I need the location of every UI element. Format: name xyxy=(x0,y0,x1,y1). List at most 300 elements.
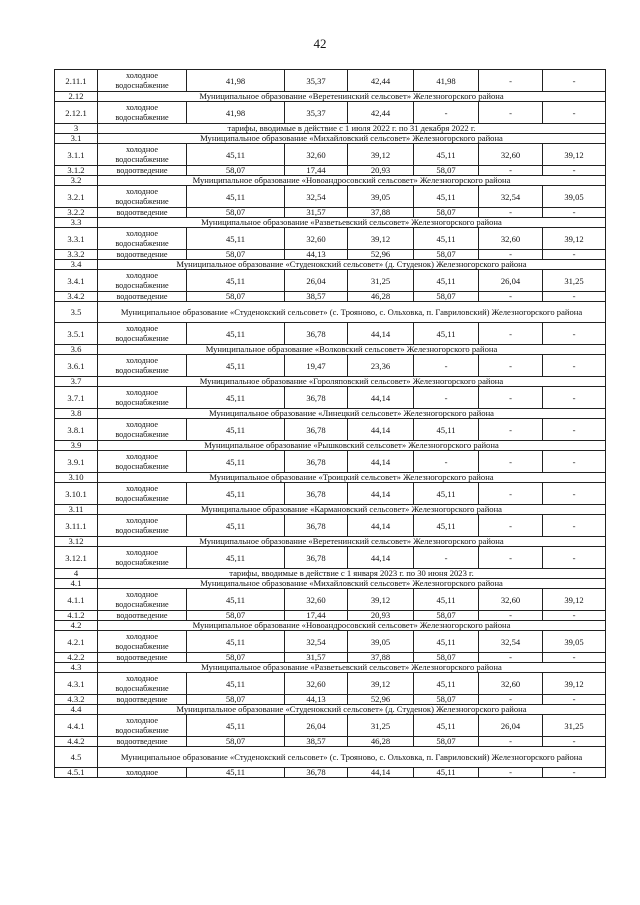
service-name: водоотведение xyxy=(98,250,187,260)
section-title: Муниципальное образование «Студенокский сельсовет» (с. Трояново, с. Ольховка, п. Гавриловский) Железногорского района xyxy=(98,302,606,323)
table-row xyxy=(55,653,606,663)
tariff-value: 35,37 xyxy=(285,102,348,124)
tariff-value: 58,07 xyxy=(414,208,479,218)
tariff-value: 31,57 xyxy=(285,653,348,663)
tariff-value: - xyxy=(414,547,479,569)
service-name: холодное водоснабжение xyxy=(98,715,187,737)
tariff-value: 44,14 xyxy=(348,547,414,569)
tariff-value: 36,78 xyxy=(285,323,348,345)
tariff-value: - xyxy=(479,250,543,260)
tariff-value: - xyxy=(479,166,543,176)
row-code: 4.1.2 xyxy=(55,611,98,621)
service-name: холодное водоснабжение xyxy=(98,483,187,505)
row-code: 4.5 xyxy=(55,747,98,768)
section-header-row xyxy=(55,705,606,715)
row-code: 4.4 xyxy=(55,705,98,715)
service-name: холодное водоснабжение xyxy=(98,673,187,695)
row-code: 3.5 xyxy=(55,302,98,323)
row-code: 3.8.1 xyxy=(55,419,98,441)
table-row xyxy=(55,673,606,695)
row-code: 4.3.2 xyxy=(55,695,98,705)
section-title: Муниципальное образование «Михайловский сельсовет» Железногорского района xyxy=(98,134,606,144)
tariff-value: 45,11 xyxy=(187,186,285,208)
tariff-value: - xyxy=(479,208,543,218)
row-code: 2.12 xyxy=(55,92,98,102)
table-row xyxy=(55,451,606,473)
tariff-value: - xyxy=(479,102,543,124)
tariff-value: 32,60 xyxy=(285,589,348,611)
section-title: Муниципальное образование «Рышковский сельсовет» Железногорского района xyxy=(98,441,606,451)
table-row xyxy=(55,695,606,705)
tariff-value: 20,93 xyxy=(348,611,414,621)
tariff-value: 58,07 xyxy=(187,166,285,176)
tariff-value: 32,60 xyxy=(285,673,348,695)
table-row xyxy=(55,323,606,345)
tariff-value: - xyxy=(479,355,543,377)
tariff-value: - xyxy=(543,611,606,621)
tariff-value: 32,60 xyxy=(479,589,543,611)
tariff-value: 44,13 xyxy=(285,250,348,260)
tariff-table-body xyxy=(55,70,606,778)
section-header-row xyxy=(55,134,606,144)
tariff-value: 44,14 xyxy=(348,419,414,441)
tariff-value: - xyxy=(543,768,606,778)
row-code: 3.1.1 xyxy=(55,144,98,166)
tariff-value: 36,78 xyxy=(285,547,348,569)
tariff-value: - xyxy=(479,737,543,747)
service-name: холодное водоснабжение xyxy=(98,270,187,292)
section-header-row xyxy=(55,377,606,387)
tariff-value: 32,60 xyxy=(285,228,348,250)
tariff-value: 31,25 xyxy=(543,715,606,737)
tariff-value: 45,11 xyxy=(187,355,285,377)
tariff-value: 45,11 xyxy=(187,589,285,611)
tariff-value: 39,12 xyxy=(543,589,606,611)
section-title: тарифы, вводимые в действие с 1 января 2023 г. по 30 июня 2023 г. xyxy=(98,569,606,579)
table-row xyxy=(55,102,606,124)
tariff-value: - xyxy=(414,387,479,409)
tariff-value: 58,07 xyxy=(187,695,285,705)
tariff-value: 45,11 xyxy=(187,768,285,778)
tariff-value: 44,14 xyxy=(348,323,414,345)
tariff-value: - xyxy=(543,387,606,409)
table-row xyxy=(55,250,606,260)
tariff-value: - xyxy=(543,695,606,705)
tariff-value: - xyxy=(543,208,606,218)
tariff-value: 45,11 xyxy=(187,515,285,537)
row-code: 4.5.1 xyxy=(55,768,98,778)
section-title: Муниципальное образование «Студенокский сельсовет» (д. Студенок) Железногорского района xyxy=(98,705,606,715)
tariff-value: 32,60 xyxy=(479,228,543,250)
section-header-row xyxy=(55,409,606,419)
tariff-value: 38,57 xyxy=(285,737,348,747)
row-code: 4.3 xyxy=(55,663,98,673)
service-name: холодное водоснабжение xyxy=(98,589,187,611)
tariff-value: 32,54 xyxy=(285,186,348,208)
service-name: холодное водоснабжение xyxy=(98,419,187,441)
section-title: Муниципальное образование «Новоандросовский сельсовет» Железногорского района xyxy=(98,621,606,631)
section-header-row xyxy=(55,537,606,547)
row-code: 3.12 xyxy=(55,537,98,547)
tariff-value: 58,07 xyxy=(414,695,479,705)
row-code: 4.2 xyxy=(55,621,98,631)
service-name: холодное водоснабжение xyxy=(98,355,187,377)
tariff-value: - xyxy=(479,70,543,92)
table-row xyxy=(55,631,606,653)
tariff-value: - xyxy=(543,166,606,176)
tariff-value: - xyxy=(543,653,606,663)
tariff-value: - xyxy=(479,653,543,663)
tariff-value: - xyxy=(543,419,606,441)
tariff-value: 58,07 xyxy=(414,292,479,302)
tariff-value: 35,37 xyxy=(285,70,348,92)
tariff-value: 39,12 xyxy=(543,673,606,695)
service-name: холодное водоснабжение xyxy=(98,387,187,409)
row-code: 3.1 xyxy=(55,134,98,144)
row-code: 3 xyxy=(55,124,98,134)
table-row xyxy=(55,611,606,621)
tariff-value: 37,88 xyxy=(348,208,414,218)
tariff-value: 39,05 xyxy=(348,186,414,208)
tariff-value: 39,12 xyxy=(543,144,606,166)
tariff-value: 45,11 xyxy=(414,715,479,737)
tariff-value: - xyxy=(543,292,606,302)
section-header-row xyxy=(55,621,606,631)
row-code: 3.11.1 xyxy=(55,515,98,537)
tariff-value: 42,44 xyxy=(348,102,414,124)
section-header-row xyxy=(55,747,606,768)
table-row xyxy=(55,166,606,176)
tariff-value: 58,07 xyxy=(414,166,479,176)
tariff-value: 19,47 xyxy=(285,355,348,377)
section-header-row xyxy=(55,124,606,134)
row-code: 2.11.1 xyxy=(55,70,98,92)
table-row xyxy=(55,547,606,569)
row-code: 3.9.1 xyxy=(55,451,98,473)
tariff-value: 31,25 xyxy=(348,270,414,292)
tariff-value: 45,11 xyxy=(187,323,285,345)
table-row xyxy=(55,387,606,409)
tariff-value: - xyxy=(543,250,606,260)
section-title: Муниципальное образование «Студенокский сельсовет» (д. Студенок) Железногорского района xyxy=(98,260,606,270)
tariff-value: 39,05 xyxy=(348,631,414,653)
service-name: водоотведение xyxy=(98,611,187,621)
row-code: 4 xyxy=(55,569,98,579)
row-code: 3.3.1 xyxy=(55,228,98,250)
table-row xyxy=(55,715,606,737)
service-name: холодное водоснабжение xyxy=(98,323,187,345)
section-title: Муниципальное образование «Разветьевский сельсовет» Железногорского района xyxy=(98,218,606,228)
row-code: 3.3 xyxy=(55,218,98,228)
tariff-value: 36,78 xyxy=(285,768,348,778)
section-title: Муниципальное образование «Михайловский сельсовет» Железногорского района xyxy=(98,579,606,589)
table-row xyxy=(55,515,606,537)
tariff-value: 32,54 xyxy=(479,631,543,653)
row-code: 4.4.1 xyxy=(55,715,98,737)
row-code: 3.10 xyxy=(55,473,98,483)
tariff-value: 45,11 xyxy=(187,547,285,569)
section-title: Муниципальное образование «Гороляповский сельсовет» Железногорского района xyxy=(98,377,606,387)
table-row xyxy=(55,228,606,250)
tariff-value: 39,12 xyxy=(543,228,606,250)
tariff-value: 37,88 xyxy=(348,653,414,663)
row-code: 3.4.2 xyxy=(55,292,98,302)
tariff-value: 23,36 xyxy=(348,355,414,377)
section-title: Муниципальное образование «Новоандросовский сельсовет» Железногорского района xyxy=(98,176,606,186)
section-header-row xyxy=(55,663,606,673)
tariff-value: 58,07 xyxy=(187,292,285,302)
tariff-value: - xyxy=(543,547,606,569)
tariff-table xyxy=(54,69,606,778)
tariff-value: 45,11 xyxy=(187,144,285,166)
tariff-value: 38,57 xyxy=(285,292,348,302)
tariff-value: 45,11 xyxy=(187,451,285,473)
row-code: 3.7.1 xyxy=(55,387,98,409)
tariff-value: 44,14 xyxy=(348,768,414,778)
tariff-value: 58,07 xyxy=(187,611,285,621)
tariff-value: 45,11 xyxy=(187,715,285,737)
tariff-value: 58,07 xyxy=(187,208,285,218)
tariff-value: 52,96 xyxy=(348,250,414,260)
tariff-value: - xyxy=(479,611,543,621)
tariff-value: 39,12 xyxy=(348,589,414,611)
row-code: 4.2.2 xyxy=(55,653,98,663)
tariff-value: - xyxy=(479,768,543,778)
tariff-value: 31,25 xyxy=(543,270,606,292)
service-name: холодное xyxy=(98,768,187,778)
row-code: 3.4.1 xyxy=(55,270,98,292)
section-title: Муниципальное образование «Веретенинский сельсовет» Железногорского района xyxy=(98,537,606,547)
row-code: 3.4 xyxy=(55,260,98,270)
row-code: 4.1 xyxy=(55,579,98,589)
tariff-value: 31,57 xyxy=(285,208,348,218)
service-name: водоотведение xyxy=(98,695,187,705)
tariff-value: 58,07 xyxy=(414,737,479,747)
tariff-value: 32,54 xyxy=(479,186,543,208)
service-name: водоотведение xyxy=(98,208,187,218)
tariff-value: 58,07 xyxy=(414,653,479,663)
tariff-value: 32,60 xyxy=(285,144,348,166)
tariff-value: 46,28 xyxy=(348,737,414,747)
tariff-value: - xyxy=(543,102,606,124)
tariff-value: 41,98 xyxy=(187,70,285,92)
table-row xyxy=(55,589,606,611)
tariff-value: 45,11 xyxy=(414,673,479,695)
section-title: Муниципальное образование «Линецкий сельсовет» Железногорского района xyxy=(98,409,606,419)
tariff-value: 58,07 xyxy=(187,737,285,747)
section-title: тарифы, вводимые в действие с 1 июля 2022 г. по 31 декабря 2022 г. xyxy=(98,124,606,134)
table-row xyxy=(55,144,606,166)
tariff-value: 45,11 xyxy=(414,483,479,505)
tariff-value: - xyxy=(543,483,606,505)
tariff-value: 45,11 xyxy=(414,323,479,345)
row-code: 4.1.1 xyxy=(55,589,98,611)
service-name: холодное водоснабжение xyxy=(98,451,187,473)
section-header-row xyxy=(55,260,606,270)
section-header-row xyxy=(55,92,606,102)
table-row xyxy=(55,768,606,778)
tariff-value: 46,28 xyxy=(348,292,414,302)
tariff-value: 58,07 xyxy=(187,250,285,260)
table-row xyxy=(55,355,606,377)
service-name: водоотведение xyxy=(98,653,187,663)
row-code: 3.6.1 xyxy=(55,355,98,377)
tariff-value: - xyxy=(479,547,543,569)
tariff-value: 44,14 xyxy=(348,483,414,505)
service-name: холодное водоснабжение xyxy=(98,70,187,92)
section-header-row xyxy=(55,345,606,355)
tariff-value: 17,44 xyxy=(285,611,348,621)
row-code: 3.7 xyxy=(55,377,98,387)
tariff-value: - xyxy=(414,451,479,473)
row-code: 3.5.1 xyxy=(55,323,98,345)
section-header-row xyxy=(55,569,606,579)
service-name: холодное водоснабжение xyxy=(98,144,187,166)
tariff-value: 44,14 xyxy=(348,451,414,473)
section-header-row xyxy=(55,505,606,515)
tariff-value: 45,11 xyxy=(187,631,285,653)
tariff-value: 58,07 xyxy=(414,250,479,260)
service-name: водоотведение xyxy=(98,737,187,747)
tariff-value: 58,07 xyxy=(414,611,479,621)
row-code: 3.12.1 xyxy=(55,547,98,569)
tariff-value: 45,11 xyxy=(414,631,479,653)
tariff-value: 45,11 xyxy=(414,589,479,611)
section-title: Муниципальное образование «Веретенинский сельсовет» Железногорского района xyxy=(98,92,606,102)
tariff-value: 45,11 xyxy=(414,515,479,537)
tariff-value: - xyxy=(479,323,543,345)
tariff-value: 36,78 xyxy=(285,419,348,441)
tariff-value: 32,60 xyxy=(479,673,543,695)
section-header-row xyxy=(55,473,606,483)
tariff-value: 45,11 xyxy=(414,419,479,441)
row-code: 3.2.1 xyxy=(55,186,98,208)
tariff-value: 45,11 xyxy=(414,144,479,166)
tariff-value: 26,04 xyxy=(285,715,348,737)
tariff-value: - xyxy=(479,515,543,537)
service-name: водоотведение xyxy=(98,166,187,176)
tariff-value: 45,11 xyxy=(187,228,285,250)
tariff-value: - xyxy=(479,419,543,441)
table-row xyxy=(55,737,606,747)
tariff-value: 39,12 xyxy=(348,673,414,695)
tariff-value: 36,78 xyxy=(285,483,348,505)
section-title: Муниципальное образование «Разветьевский сельсовет» Железногорского района xyxy=(98,663,606,673)
tariff-value: 39,12 xyxy=(348,144,414,166)
page-number: 42 xyxy=(313,36,327,51)
tariff-value: - xyxy=(479,483,543,505)
tariff-value: 20,93 xyxy=(348,166,414,176)
tariff-value: 58,07 xyxy=(187,653,285,663)
service-name: холодное водоснабжение xyxy=(98,186,187,208)
tariff-value: 45,11 xyxy=(414,228,479,250)
row-code: 3.6 xyxy=(55,345,98,355)
tariff-value: 39,12 xyxy=(348,228,414,250)
tariff-value: 45,11 xyxy=(187,387,285,409)
table-row xyxy=(55,419,606,441)
tariff-value: 44,14 xyxy=(348,387,414,409)
tariff-value: 45,11 xyxy=(187,483,285,505)
tariff-value: 26,04 xyxy=(285,270,348,292)
tariff-value: - xyxy=(543,451,606,473)
section-header-row xyxy=(55,579,606,589)
row-code: 4.4.2 xyxy=(55,737,98,747)
tariff-value: 26,04 xyxy=(479,270,543,292)
tariff-value: 45,11 xyxy=(187,419,285,441)
section-title: Муниципальное образование «Троицкий сельсовет» Железногорского района xyxy=(98,473,606,483)
row-code: 3.2.2 xyxy=(55,208,98,218)
tariff-value: 17,44 xyxy=(285,166,348,176)
tariff-value: - xyxy=(543,737,606,747)
tariff-value: 45,11 xyxy=(187,673,285,695)
row-code: 3.2 xyxy=(55,176,98,186)
tariff-value: 32,54 xyxy=(285,631,348,653)
tariff-value: 45,11 xyxy=(414,186,479,208)
tariff-value: - xyxy=(479,451,543,473)
table-row xyxy=(55,483,606,505)
table-row xyxy=(55,292,606,302)
tariff-value: - xyxy=(414,355,479,377)
tariff-value: 36,78 xyxy=(285,451,348,473)
tariff-value: 45,11 xyxy=(414,270,479,292)
tariff-value: - xyxy=(479,387,543,409)
section-title: Муниципальное образование «Волковский сельсовет» Железногорского района xyxy=(98,345,606,355)
row-code: 3.11 xyxy=(55,505,98,515)
tariff-value: - xyxy=(543,323,606,345)
table-row xyxy=(55,270,606,292)
section-title: Муниципальное образование «Кармановский сельсовет» Железногорского района xyxy=(98,505,606,515)
tariff-value: 45,11 xyxy=(187,270,285,292)
tariff-value: 39,05 xyxy=(543,186,606,208)
tariff-value: - xyxy=(543,70,606,92)
tariff-value: - xyxy=(543,355,606,377)
row-code: 4.2.1 xyxy=(55,631,98,653)
section-header-row xyxy=(55,441,606,451)
row-code: 3.9 xyxy=(55,441,98,451)
section-header-row xyxy=(55,302,606,323)
service-name: холодное водоснабжение xyxy=(98,102,187,124)
section-header-row xyxy=(55,218,606,228)
row-code: 3.1.2 xyxy=(55,166,98,176)
tariff-value: - xyxy=(479,292,543,302)
table-row xyxy=(55,70,606,92)
service-name: холодное водоснабжение xyxy=(98,631,187,653)
service-name: холодное водоснабжение xyxy=(98,228,187,250)
section-title: Муниципальное образование «Студенокский сельсовет» (с. Трояново, с. Ольховка, п. Гавриловский) Железногорского района xyxy=(98,747,606,768)
table-row xyxy=(55,186,606,208)
table-row xyxy=(55,208,606,218)
tariff-value: 44,14 xyxy=(348,515,414,537)
tariff-value: - xyxy=(414,102,479,124)
service-name: холодное водоснабжение xyxy=(98,547,187,569)
tariff-value: 44,13 xyxy=(285,695,348,705)
tariff-value: 52,96 xyxy=(348,695,414,705)
row-code: 4.3.1 xyxy=(55,673,98,695)
tariff-value: 39,05 xyxy=(543,631,606,653)
tariff-value: 26,04 xyxy=(479,715,543,737)
tariff-value: 36,78 xyxy=(285,387,348,409)
tariff-value: 41,98 xyxy=(414,70,479,92)
tariff-value: 32,60 xyxy=(479,144,543,166)
service-name: водоотведение xyxy=(98,292,187,302)
tariff-value: - xyxy=(479,695,543,705)
service-name: холодное водоснабжение xyxy=(98,515,187,537)
row-code: 3.8 xyxy=(55,409,98,419)
tariff-value: 42,44 xyxy=(348,70,414,92)
tariff-value: 36,78 xyxy=(285,515,348,537)
tariff-value: - xyxy=(543,515,606,537)
row-code: 3.10.1 xyxy=(55,483,98,505)
